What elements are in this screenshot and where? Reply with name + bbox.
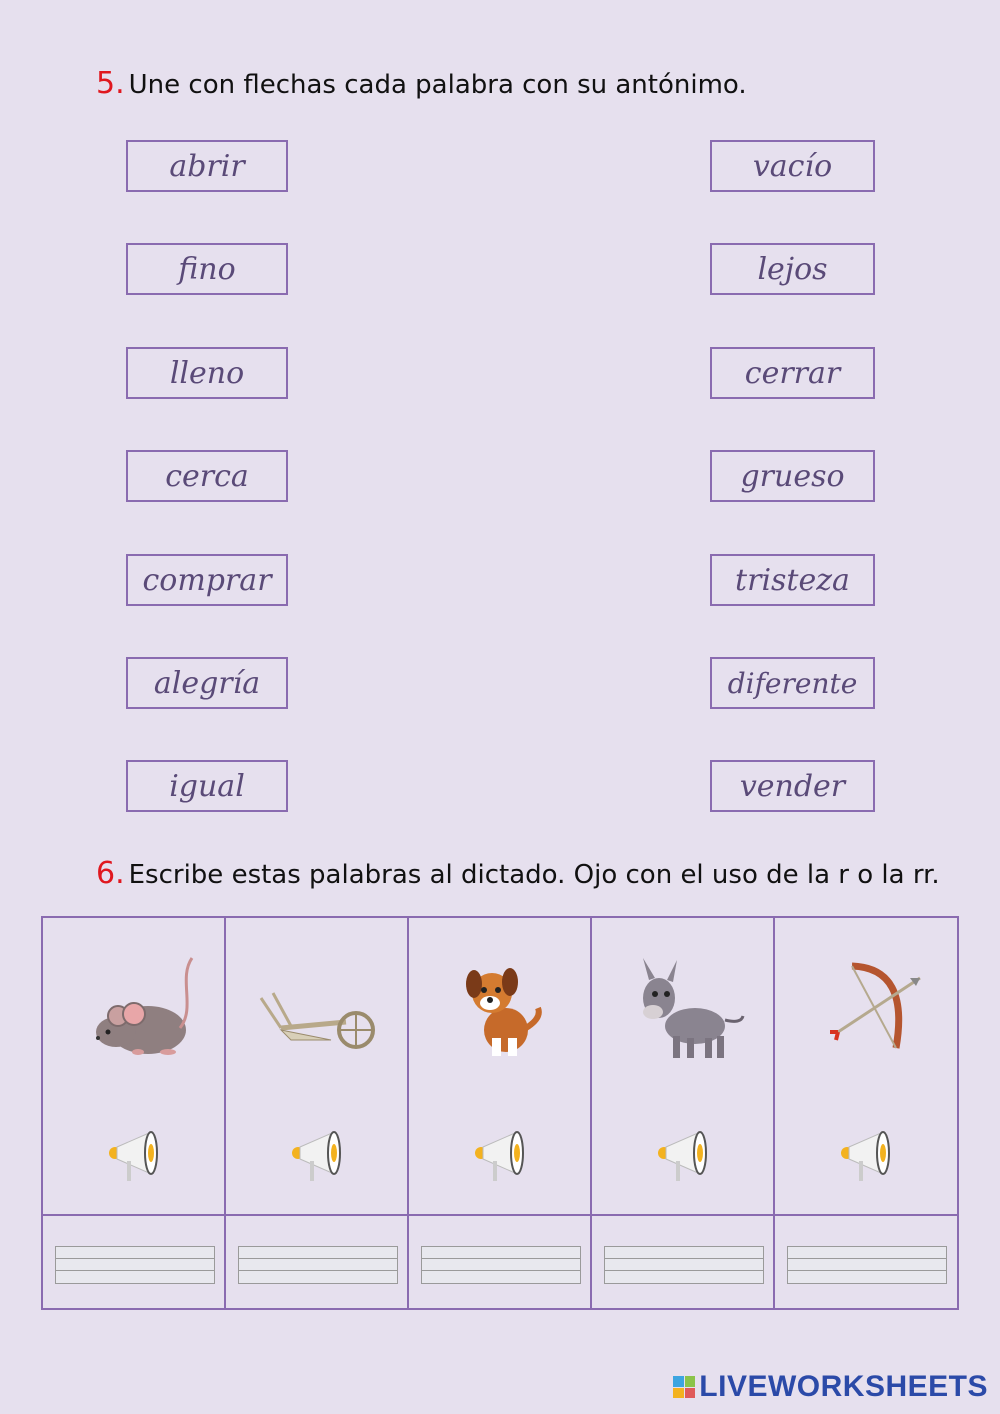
section6-number: 6. <box>96 856 125 891</box>
answer-cell <box>43 1214 226 1308</box>
speaker-icon[interactable] <box>286 1123 350 1187</box>
dictation-cell <box>43 918 226 1214</box>
dictation-cell <box>775 918 958 1214</box>
section5-number: 5. <box>96 66 125 101</box>
left-word-box[interactable] <box>126 243 288 295</box>
plough-icon <box>251 948 384 1068</box>
section6-instruction: Escribe estas palabras al dictado. Ojo con el uso de la r o la rr. <box>128 860 940 890</box>
right-word: tristeza <box>735 562 850 598</box>
left-word-box[interactable] <box>126 140 288 192</box>
right-word: vacío <box>752 148 833 184</box>
answer-input[interactable] <box>604 1246 764 1284</box>
answer-input[interactable] <box>787 1246 947 1284</box>
right-word-box[interactable] <box>710 450 875 502</box>
right-word: grueso <box>740 458 845 494</box>
answer-input[interactable] <box>55 1246 215 1284</box>
answer-input[interactable] <box>238 1246 398 1284</box>
brand-text: LIVEWORKSHEETS <box>699 1370 988 1403</box>
right-word: cerrar <box>744 355 841 391</box>
left-word: abrir <box>169 148 245 184</box>
speaker-icon[interactable] <box>469 1123 533 1187</box>
left-word: lleno <box>169 355 245 391</box>
liveworksheets-logo-icon <box>673 1376 695 1398</box>
left-word: igual <box>169 768 245 804</box>
left-word-box[interactable] <box>126 760 288 812</box>
left-word-box[interactable] <box>126 347 288 399</box>
section5-instruction: Une con flechas cada palabra con su antónimo. <box>128 70 747 100</box>
right-word-box[interactable] <box>710 760 875 812</box>
right-word: lejos <box>757 251 828 287</box>
dog-icon <box>434 948 567 1068</box>
dictation-grid <box>41 916 959 1310</box>
speaker-icon[interactable] <box>652 1123 716 1187</box>
left-word: comprar <box>142 562 272 598</box>
donkey-icon <box>617 948 750 1068</box>
answer-cell <box>775 1214 958 1308</box>
left-word-box[interactable] <box>126 554 288 606</box>
bow-arrow-icon <box>800 948 933 1068</box>
speaker-icon[interactable] <box>103 1123 167 1187</box>
left-word-box[interactable] <box>126 657 288 709</box>
right-word-box[interactable] <box>710 657 875 709</box>
left-word: cerca <box>165 458 249 494</box>
answer-cell <box>226 1214 409 1308</box>
left-word: fino <box>178 251 236 287</box>
right-word-box[interactable] <box>710 347 875 399</box>
section6-title <box>96 856 940 891</box>
mouse-icon <box>68 948 201 1068</box>
answer-cell <box>592 1214 775 1308</box>
left-word-box[interactable] <box>126 450 288 502</box>
left-word: alegría <box>153 665 261 701</box>
answer-input[interactable] <box>421 1246 581 1284</box>
dictation-cell <box>592 918 775 1214</box>
liveworksheets-brand <box>673 1370 988 1404</box>
right-word-box[interactable] <box>710 243 875 295</box>
dictation-cell <box>226 918 409 1214</box>
answer-cell <box>409 1214 592 1308</box>
right-word-box[interactable] <box>710 554 875 606</box>
speaker-icon[interactable] <box>835 1123 899 1187</box>
section5-title <box>96 66 747 101</box>
right-word: diferente <box>727 666 858 700</box>
right-word-box[interactable] <box>710 140 875 192</box>
right-word: vender <box>739 768 846 804</box>
dictation-cell <box>409 918 592 1214</box>
